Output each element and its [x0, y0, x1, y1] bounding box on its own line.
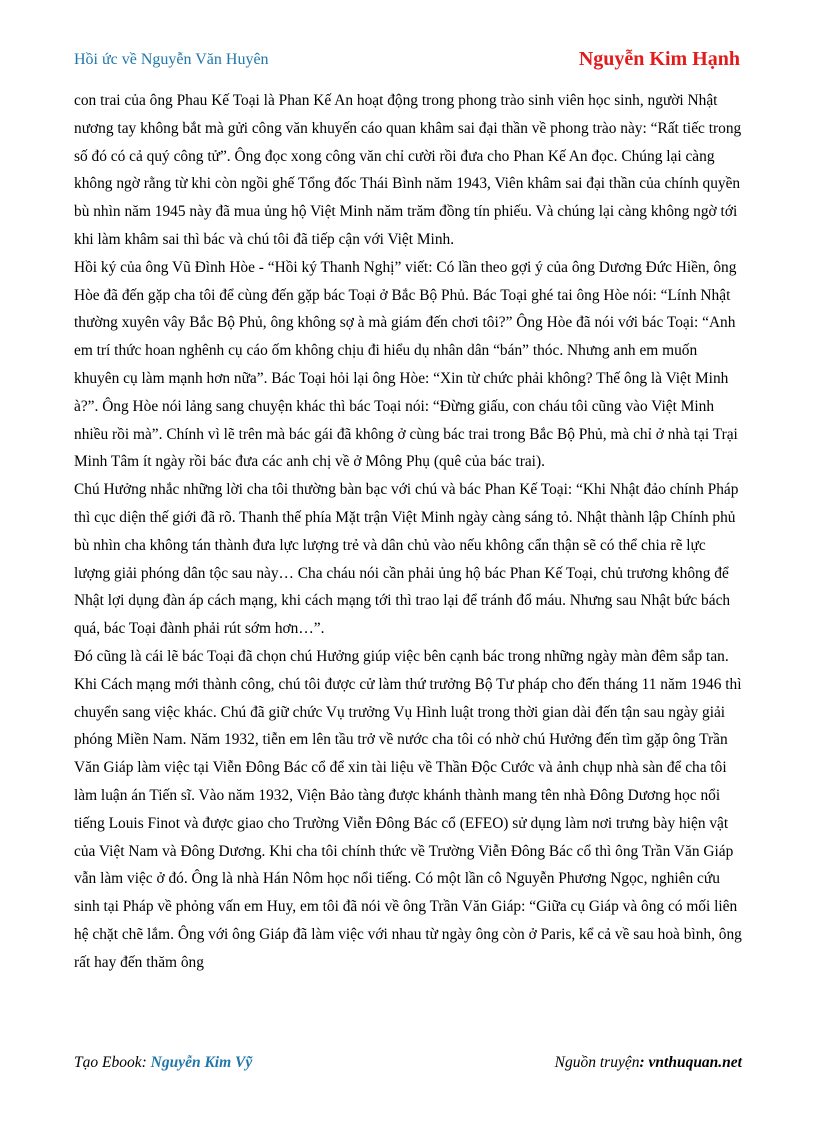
body-text: [74, 87, 744, 977]
ebook-label: Tạo Ebook: [74, 1054, 142, 1071]
source-credit: [555, 1054, 742, 1072]
paragraph: Hồi ký của ông Vũ Đình Hòe - “Hồi ký Thanh Nghị” viết: Có lần theo gợi ý của ông Dương Đức Hiền, ông Hòe đã đến gặp cha tôi để cùng đến gặp bác Toại ở Bắc Bộ Phủ. Bác Toại ghé tai ông Hòe nói: “Lính Nhật thường xuyên vây Bắc Bộ Phủ, ông không sợ à mà giám đến chơi tôi?” Ông Hòe đã nói với bác Toại: “Anh em trí thức hoan nghênh cụ cáo ốm không chịu đi hiểu dụ nhân dân “bán” thóc. Nhưng anh em muốn khuyên cụ làm mạnh hơn nữa”. Bác Toại hỏi lại ông Hòe: “Xin từ chức phải không? Thế ông là Việt Minh à?”. Ông Hòe nói lảng sang chuyện khác thì bác Toại nói: “Đừng giấu, con cháu tôi cũng vào Việt Minh nhiều rồi mà”. Chính vì lẽ trên mà bác gái đã không ở cùng bác trai trong Bắc Bộ Phủ, mà chỉ ở nhà tại Trại Minh Tâm ít ngày rồi bác đưa các anh chị về ở Mông Phụ (quê của bác trai).: [74, 258, 738, 471]
ebook-separator: :: [141, 1054, 151, 1071]
book-title: Hồi ức về Nguyễn Văn Huyên: [74, 51, 269, 68]
author-name: Nguyễn Kim Hạnh: [578, 48, 740, 70]
paragraph: Chú Hưởng nhắc những lời cha tôi thường bàn bạc với chú và bác Phan Kế Toại: “Khi Nhật đảo chính Pháp thì cục diện thế giới đã rõ. Thanh thế phía Mặt trận Việt Minh ngày càng sáng tỏ. Nhật thành lập Chính phủ bù nhìn cha không tán thành đưa lực lượng trẻ và dân chủ vào nếu không cẩn thận sẽ có thể chia rẽ lực lượng giải phóng dân tộc sau này… Cha cháu nói cần phải ủng hộ bác Phan Kế Toại, chủ trương không để Nhật lợi dụng đàn áp cách mạng, khi cách mạng tới thì trao lại để tránh đổ máu. Nhưng sau Nhật bức bách quá, bác Toại đành phải rút sớm hơn…”.: [74, 481, 739, 638]
ebook-creator: Nguyễn Kim Vỹ: [150, 1054, 253, 1071]
source-separator: :: [639, 1054, 649, 1071]
ebook-credit: [74, 1054, 252, 1072]
paragraph: con trai của ông Phau Kế Toại là Phan Kế An hoạt động trong phong trào sinh viên học sinh, người Nhật nương tay không bắt mà gửi công văn khuyến cáo quan khâm sai đại thần về phong trào này: “Rất tiếc trong số đó có cả quý công tử”. Ông đọc xong công văn chỉ cười rồi đưa cho Phan Kế An đọc. Chúng lại càng không ngờ rằng từ khi còn ngồi ghế Tổng đốc Thái Bình năm 1943, Viên khâm sai đại thần của chính quyền bù nhìn năm 1945 này đã mua ủng hộ Việt Minh năm trăm đồng tín phiếu. Và chúng lại càng không ngờ tới khi làm khâm sai thì bác và chú tôi đã tiếp cận với Việt Minh.: [74, 92, 742, 248]
source-label: Nguồn truyện: [554, 1054, 640, 1071]
source-site: vnthuquan.net: [648, 1054, 742, 1071]
paragraph: Đó cũng là cái lẽ bác Toại đã chọn chú Hưởng giúp việc bên cạnh bác trong những ngày màn đêm sắp tan. Khi Cách mạng mới thành công, chú tôi được cử làm thứ trưởng Bộ Tư pháp cho đến tháng 11 năm 1946 thì chuyển sang việc khác. Chú đã giữ chức Vụ trưởng Vụ Hình luật trong thời gian dài đến tận sau ngày giải phóng Miền Nam. Năm 1932, tiễn em lên tầu trở về nước cha tôi có nhờ chú Hưởng đến tìm gặp ông Trần Văn Giáp làm việc tại Viễn Đông Bác cổ để xin tài liệu về Thần Độc Cước và ảnh chụp nhà sàn để cha tôi làm luận án Tiến sĩ. Vào năm 1932, Viện Bảo tàng được khánh thành mang tên nhà Đông Dương học nổi tiếng Louis Finot và được giao cho Trường Viễn Đông Bác cổ (EFEO) sử dụng làm nơi trưng bày hiện vật của Việt Nam và Đông Dương. Khi cha tôi chính thức về Trường Viễn Đông Bác cổ thì ông Trần Văn Giáp vẫn làm việc ở đó. Ông là nhà Hán Nôm học nổi tiếng. Có một lần cô Nguyễn Phương Ngọc, nghiên cứu sinh tại Pháp về phỏng vấn em Huy, em tôi đã nói về ông Trần Văn Giáp: “Giữa cụ Giáp và ông có mối liên hệ chặt chẽ lắm. Ông với ông Giáp đã làm việc với nhau từ ngày ông còn ở Paris, kể cả về sau hoà bình, ông rất hay đến thăm ông: [74, 647, 742, 971]
